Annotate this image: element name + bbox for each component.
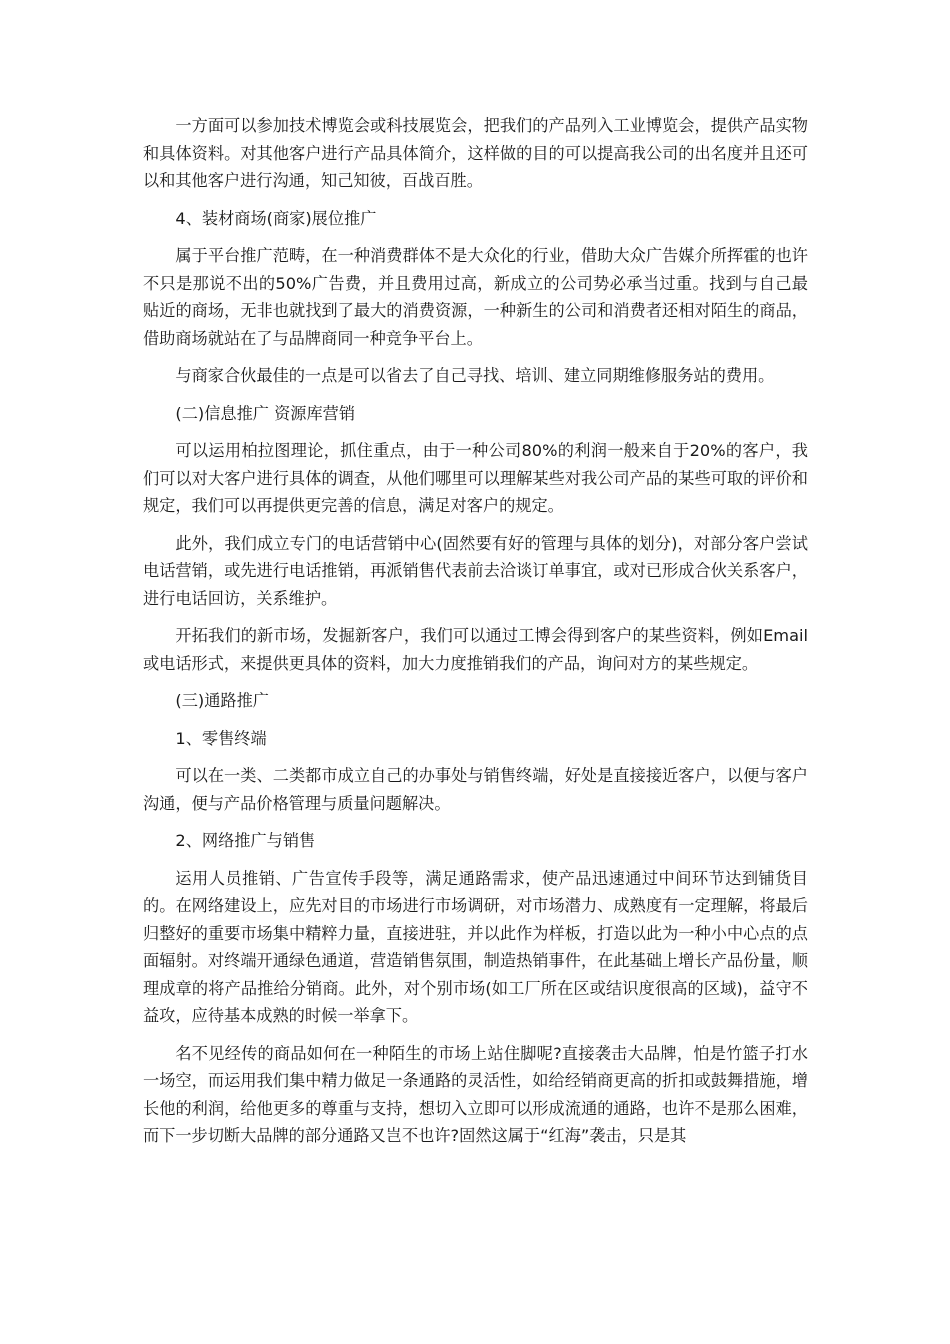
paragraph-unknown-brand: 名不见经传的商品如何在一种陌生的市场上站住脚呢?直接袭击大品牌，怕是竹篮子打水一场空，而运用我们集中精力做足一条通路的灵活性，如给经销商更高的折扣或鼓舞措施，增长他的利润，给他更多的尊重与支持，想切入立即可以形成流通的通路，也许不是那么困难，而下一步切断大品牌的部分通路又岂不也许?固然这属于“红海”袭击，只是其	[143, 1043, 808, 1145]
heading-info-promotion: (二)信息推广 资源库营销	[175, 403, 356, 423]
paragraph-platform: 属于平台推广范畴，在一种消费群体不是大众化的行业，借助大众广告媒介所挥霍的也许不只是那说不出的50%广告费，并且费用过高，新成立的公司势必承当过重。找到与自己最贴近的商场，无非也就找到了最大的消费资源，一种新生的公司和消费者还相对陌生的商品，借助商场就站在了与品牌商同一种竞争平台上。	[143, 246, 808, 348]
heading-network-sales: 2、网络推广与销售	[175, 831, 316, 850]
paragraph-partner: 与商家合伙最佳的一点是可以省去了自己寻找、培训、建立同期维修服务站的费用。	[175, 366, 775, 385]
paragraph-offices: 可以在一类、二类都市成立自己的办事处与销售终端，好处是直接接近客户，以便与客户沟通，便与产品价格管理与质量问题解决。	[143, 766, 808, 813]
paragraph-new-market: 开拓我们的新市场，发掘新客户，我们可以通过工博会得到客户的某些资料，例如Email或电话形式，来提供更具体的资料，加大力度推销我们的产品，询问对方的某些规定。	[143, 626, 808, 673]
paragraph-network: 运用人员推销、广告宣传手段等，满足通路需求，使产品迅速通过中间环节达到铺货目的。在网络建设上，应先对目的市场进行市场调研，对市场潜力、成熟度有一定理解，将最后归整好的重要市场集中精粹力量，直接进驻，并以此作为样板，打造以此为一种小中心点的点面辐射。对终端开通绿色通道，营造销售氛围，制造热销事件，在此基础上增长产品份量，顺理成章的将产品推给分销商。此外，对个别市场(如工厂所在区或结识度很高的区域)，益守不益攻，应待基本成熟的时候一举拿下。	[143, 868, 808, 1025]
heading-channel-promotion: (三)通路推广	[175, 691, 269, 710]
paragraph-telemarketing: 此外，我们成立专门的电话营销中心(固然要有好的管理与具体的划分)，对部分客户尝试电话营销，或先进行电话推销，再派销售代表前去洽谈订单事宜，或对已形成合伙关系客户，进行电话回访，关系维护。	[143, 533, 808, 608]
heading-mall-booth: 4、装材商场(商家)展位推广	[175, 208, 377, 228]
document-page	[143, 112, 808, 1160]
paragraph-expo: 一方面可以参加技术博览会或科技展览会，把我们的产品列入工业博览会，提供产品实物和具体资料。对其他客户进行产品具体简介，这样做的目的可以提高我公司的出名度并且还可以和其他客户进行沟通，知己知彼，百战百胜。	[143, 116, 808, 190]
heading-retail-terminal: 1、零售终端	[175, 728, 267, 748]
paragraph-pareto: 可以运用柏拉图理论，抓住重点，由于一种公司80%的利润一般来自于20%的客户，我们可以对大客户进行具体的调查，从他们哪里可以理解某些对我公司产品的某些可取的评价和规定，我们可以再提供更完善的信息，满足对客户的规定。	[143, 441, 808, 515]
